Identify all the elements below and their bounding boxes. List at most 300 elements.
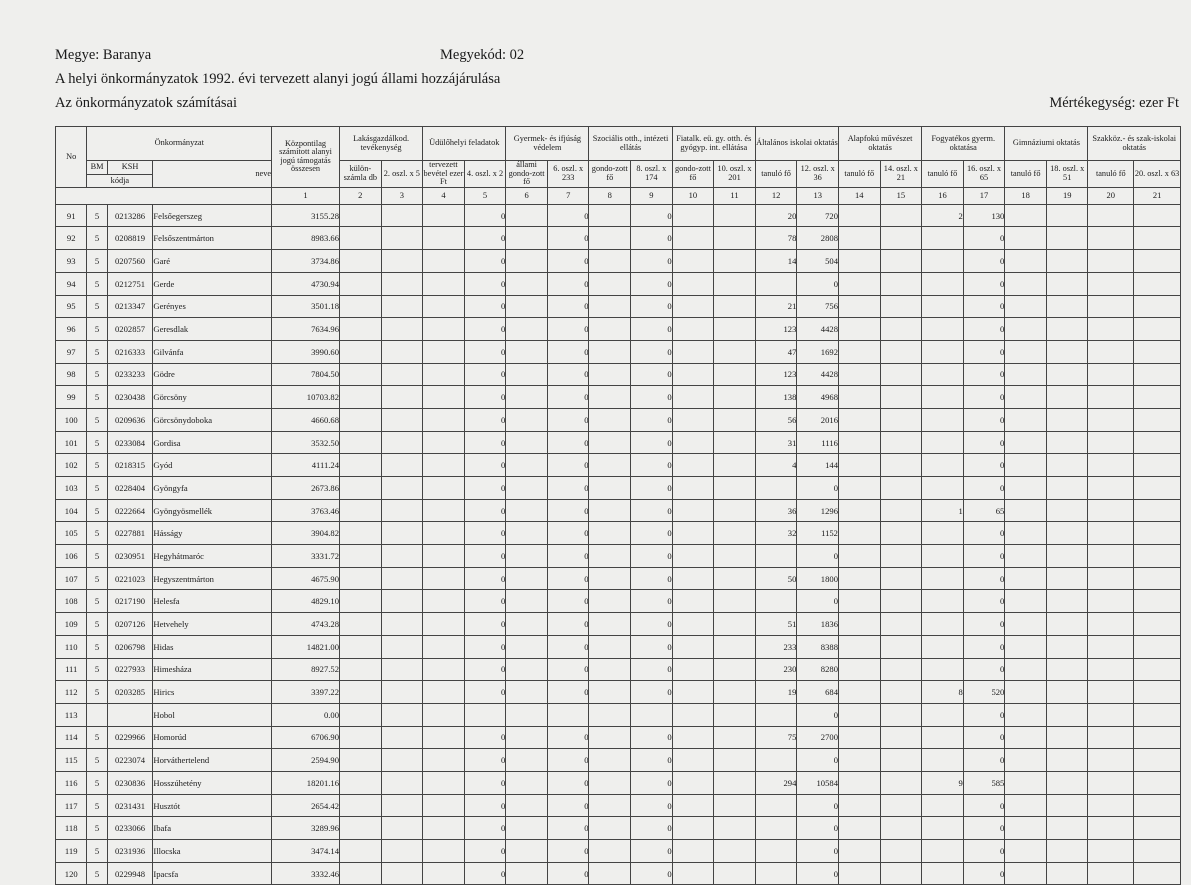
cell-empty	[340, 567, 382, 590]
cell-empty	[506, 703, 548, 726]
cell-name: Görcsöny	[153, 386, 272, 409]
cell-empty	[1046, 522, 1088, 545]
subcol-header-5: 4. oszl. x 2	[464, 161, 506, 188]
cell-c7: 0	[547, 522, 589, 545]
cell-c7: 0	[547, 499, 589, 522]
cell-c16	[922, 613, 964, 636]
cell-empty	[880, 454, 922, 477]
cell-empty	[1005, 567, 1047, 590]
cell-c16: 9	[922, 771, 964, 794]
cell-empty	[1005, 703, 1047, 726]
cell-empty	[506, 386, 548, 409]
cell-empty	[1088, 862, 1134, 885]
cell-empty	[672, 545, 714, 568]
cell-empty	[714, 408, 756, 431]
cell-c12	[755, 703, 797, 726]
cell-empty	[1046, 545, 1088, 568]
cell-empty	[1005, 635, 1047, 658]
cell-empty	[381, 862, 423, 885]
cell-empty	[381, 272, 423, 295]
cell-empty	[423, 227, 465, 250]
cell-empty	[672, 862, 714, 885]
cell-empty	[672, 477, 714, 500]
document-subtitle: Az önkormányzatok számításai	[55, 95, 237, 111]
cell-ksh: 0217190	[107, 590, 153, 613]
cell-empty	[880, 204, 922, 227]
cell-empty	[1088, 318, 1134, 341]
cell-empty	[672, 635, 714, 658]
table-row	[56, 204, 1181, 227]
cell-empty	[1005, 454, 1047, 477]
cell-c16	[922, 862, 964, 885]
cell-c16	[922, 658, 964, 681]
cell-c9: 0	[631, 840, 673, 863]
cell-c12: 31	[755, 431, 797, 454]
cell-c13: 0	[797, 545, 839, 568]
cell-empty	[589, 703, 631, 726]
cell-empty	[714, 318, 756, 341]
cell-bm: 5	[87, 590, 107, 613]
cell-empty	[1046, 862, 1088, 885]
cell-no: 103	[56, 477, 87, 500]
cell-empty	[1134, 499, 1181, 522]
cell-empty	[423, 681, 465, 704]
cell-empty	[423, 431, 465, 454]
cell-empty	[506, 431, 548, 454]
cell-empty	[340, 204, 382, 227]
cell-c13: 0	[797, 817, 839, 840]
cell-c16	[922, 295, 964, 318]
cell-bm: 5	[87, 431, 107, 454]
cell-empty	[1134, 250, 1181, 273]
cell-bm: 5	[87, 567, 107, 590]
cell-c13: 1836	[797, 613, 839, 636]
cell-empty	[506, 250, 548, 273]
group-header-altalanos: Általános iskolai oktatás	[755, 127, 838, 161]
cell-ksh: 0227933	[107, 658, 153, 681]
cell-c9: 0	[631, 681, 673, 704]
cell-empty	[589, 794, 631, 817]
cell-c1: 3501.18	[272, 295, 340, 318]
cell-empty	[1088, 771, 1134, 794]
subcol-header-6: állami gondo-zott fő	[506, 161, 548, 188]
table-row	[56, 703, 1181, 726]
cell-empty	[1134, 726, 1181, 749]
cell-empty	[589, 658, 631, 681]
table-row	[56, 567, 1181, 590]
cell-c16	[922, 386, 964, 409]
cell-bm: 5	[87, 204, 107, 227]
cell-c13: 0	[797, 794, 839, 817]
cell-empty	[838, 522, 880, 545]
cell-c1: 2594.90	[272, 749, 340, 772]
cell-c17: 0	[963, 749, 1005, 772]
cell-empty	[381, 499, 423, 522]
cell-ksh: 0229948	[107, 862, 153, 885]
cell-empty	[714, 227, 756, 250]
cell-c9: 0	[631, 499, 673, 522]
cell-empty	[838, 408, 880, 431]
cell-ksh: 0218315	[107, 454, 153, 477]
cell-no: 112	[56, 681, 87, 704]
cell-empty	[1088, 613, 1134, 636]
cell-name: Görcsönydoboka	[153, 408, 272, 431]
cell-empty	[838, 703, 880, 726]
cell-c9: 0	[631, 862, 673, 885]
cell-empty	[1134, 522, 1181, 545]
cell-empty	[880, 817, 922, 840]
cell-ksh: 0213286	[107, 204, 153, 227]
cell-empty	[1134, 567, 1181, 590]
cell-empty	[423, 567, 465, 590]
cell-empty	[714, 794, 756, 817]
cell-name: Hobol	[153, 703, 272, 726]
cell-empty	[880, 318, 922, 341]
cell-empty	[1088, 340, 1134, 363]
cell-empty	[1005, 613, 1047, 636]
cell-empty	[1134, 227, 1181, 250]
cell-empty	[1134, 840, 1181, 863]
cell-c9: 0	[631, 386, 673, 409]
cell-no: 91	[56, 204, 87, 227]
cell-empty	[1134, 794, 1181, 817]
cell-c9: 0	[631, 567, 673, 590]
cell-empty	[714, 681, 756, 704]
cell-c12	[755, 749, 797, 772]
cell-empty	[714, 703, 756, 726]
group-header-alapfoku: Alapfokú művészet oktatás	[838, 127, 921, 161]
cell-empty	[506, 227, 548, 250]
cell-empty	[506, 204, 548, 227]
cell-c1: 7634.96	[272, 318, 340, 341]
cell-empty	[714, 295, 756, 318]
cell-empty	[1005, 522, 1047, 545]
cell-empty	[423, 749, 465, 772]
col-header-neve: neve	[153, 161, 272, 188]
cell-c5: 0	[464, 749, 506, 772]
cell-empty	[1005, 318, 1047, 341]
cell-empty	[381, 567, 423, 590]
subcol-header-17: 16. oszl. x 65	[963, 161, 1005, 188]
cell-c7: 0	[547, 431, 589, 454]
cell-empty	[838, 363, 880, 386]
cell-c7: 0	[547, 590, 589, 613]
cell-c5: 0	[464, 272, 506, 295]
cell-c12: 50	[755, 567, 797, 590]
cell-c5	[464, 703, 506, 726]
unit-label: Mértékegység: ezer Ft	[1049, 95, 1179, 111]
cell-no: 99	[56, 386, 87, 409]
table-row	[56, 363, 1181, 386]
cell-empty	[1088, 703, 1134, 726]
cell-c5: 0	[464, 318, 506, 341]
cell-empty	[672, 567, 714, 590]
cell-ksh: 0203285	[107, 681, 153, 704]
cell-empty	[714, 499, 756, 522]
cell-empty	[672, 227, 714, 250]
cell-empty	[1046, 817, 1088, 840]
cell-empty	[1088, 295, 1134, 318]
cell-bm: 5	[87, 272, 107, 295]
cell-empty	[506, 522, 548, 545]
cell-empty	[381, 635, 423, 658]
cell-name: Felsőegerszeg	[153, 204, 272, 227]
cell-empty	[1088, 749, 1134, 772]
cell-empty	[1005, 681, 1047, 704]
cell-empty	[340, 363, 382, 386]
cell-bm: 5	[87, 227, 107, 250]
cell-empty	[880, 545, 922, 568]
cell-c9: 0	[631, 545, 673, 568]
cell-c12	[755, 545, 797, 568]
table-row	[56, 749, 1181, 772]
cell-c16	[922, 794, 964, 817]
cell-c1: 3990.60	[272, 340, 340, 363]
cell-c17: 0	[963, 658, 1005, 681]
cell-c16	[922, 817, 964, 840]
subcol-header-2: külön-számla db	[340, 161, 382, 188]
cell-c13: 0	[797, 272, 839, 295]
cell-c13: 0	[797, 862, 839, 885]
cell-c13: 8388	[797, 635, 839, 658]
cell-empty	[714, 545, 756, 568]
cell-empty	[506, 363, 548, 386]
cell-empty	[381, 363, 423, 386]
cell-c16	[922, 635, 964, 658]
cell-c13: 1296	[797, 499, 839, 522]
cell-empty	[340, 545, 382, 568]
cell-c13: 0	[797, 840, 839, 863]
cell-empty	[1046, 499, 1088, 522]
cell-empty	[1134, 295, 1181, 318]
cell-name: Gilvánfa	[153, 340, 272, 363]
cell-c17: 0	[963, 635, 1005, 658]
cell-no: 117	[56, 794, 87, 817]
cell-empty	[1005, 499, 1047, 522]
cell-empty	[506, 590, 548, 613]
cell-empty	[1134, 386, 1181, 409]
group-header-lakas: Lakásgazdálkod. tevékenység	[340, 127, 423, 161]
subcol-header-14: tanuló fő	[838, 161, 880, 188]
cell-empty	[506, 749, 548, 772]
group-header-gimnaziumi: Gimnáziumi oktatás	[1005, 127, 1088, 161]
cell-c1: 8983.66	[272, 227, 340, 250]
cell-empty	[1134, 408, 1181, 431]
cell-c7: 0	[547, 408, 589, 431]
cell-c5: 0	[464, 227, 506, 250]
subcol-header-20: tanuló fő	[1088, 161, 1134, 188]
cell-empty	[838, 250, 880, 273]
cell-c16	[922, 431, 964, 454]
cell-empty	[880, 363, 922, 386]
cell-c5: 0	[464, 567, 506, 590]
cell-empty	[1088, 726, 1134, 749]
cell-empty	[880, 386, 922, 409]
cell-empty	[1046, 408, 1088, 431]
cell-c17: 0	[963, 227, 1005, 250]
cell-empty	[1046, 477, 1088, 500]
cell-c1: 0.00	[272, 703, 340, 726]
cell-no: 116	[56, 771, 87, 794]
cell-no: 105	[56, 522, 87, 545]
cell-empty	[1005, 363, 1047, 386]
cell-empty	[714, 454, 756, 477]
cell-empty	[1046, 431, 1088, 454]
cell-c16	[922, 454, 964, 477]
cell-c7: 0	[547, 204, 589, 227]
table-row	[56, 272, 1181, 295]
cell-empty	[381, 658, 423, 681]
cell-empty	[1005, 862, 1047, 885]
cell-empty	[381, 431, 423, 454]
cell-empty	[423, 318, 465, 341]
cell-no: 96	[56, 318, 87, 341]
cell-c5: 0	[464, 840, 506, 863]
cell-empty	[1046, 204, 1088, 227]
cell-empty	[880, 794, 922, 817]
cell-empty	[714, 386, 756, 409]
cell-c12	[755, 840, 797, 863]
cell-c13: 4428	[797, 318, 839, 341]
cell-empty	[880, 340, 922, 363]
cell-no: 98	[56, 363, 87, 386]
cell-c7: 0	[547, 454, 589, 477]
cell-name: Garé	[153, 250, 272, 273]
cell-empty	[340, 454, 382, 477]
cell-empty	[381, 227, 423, 250]
cell-no: 111	[56, 658, 87, 681]
cell-ksh: 0230836	[107, 771, 153, 794]
cell-empty	[423, 340, 465, 363]
cell-c9: 0	[631, 227, 673, 250]
cell-no: 104	[56, 499, 87, 522]
cell-c7: 0	[547, 794, 589, 817]
table-row	[56, 862, 1181, 885]
cell-empty	[1046, 318, 1088, 341]
cell-c16	[922, 522, 964, 545]
cell-empty	[381, 318, 423, 341]
cell-empty	[423, 408, 465, 431]
cell-empty	[340, 681, 382, 704]
cell-c13: 0	[797, 749, 839, 772]
cell-c13: 1152	[797, 522, 839, 545]
cell-c13: 1692	[797, 340, 839, 363]
contribution-table	[55, 126, 1181, 885]
cell-c7: 0	[547, 862, 589, 885]
cell-c5: 0	[464, 658, 506, 681]
cell-c16	[922, 840, 964, 863]
cell-c16: 1	[922, 499, 964, 522]
cell-name: Geresdlak	[153, 318, 272, 341]
cell-empty	[381, 545, 423, 568]
cell-c17: 0	[963, 567, 1005, 590]
cell-empty	[714, 862, 756, 885]
cell-empty	[672, 613, 714, 636]
cell-empty	[1088, 408, 1134, 431]
cell-c5: 0	[464, 726, 506, 749]
cell-c12: 230	[755, 658, 797, 681]
cell-empty	[880, 726, 922, 749]
cell-empty	[506, 567, 548, 590]
cell-c1: 2654.42	[272, 794, 340, 817]
group-header-gyermek: Gyermek- és ifjúság védelem	[506, 127, 589, 161]
colnum-16: 16	[922, 187, 964, 204]
cell-c7: 0	[547, 340, 589, 363]
table-row	[56, 340, 1181, 363]
cell-c13: 720	[797, 204, 839, 227]
cell-empty	[589, 590, 631, 613]
cell-empty	[1046, 454, 1088, 477]
cell-c12: 294	[755, 771, 797, 794]
cell-empty	[381, 840, 423, 863]
cell-empty	[423, 295, 465, 318]
cell-c9: 0	[631, 454, 673, 477]
cell-empty	[714, 567, 756, 590]
cell-name: Felsőszentmárton	[153, 227, 272, 250]
cell-empty	[672, 590, 714, 613]
cell-bm: 5	[87, 250, 107, 273]
cell-empty	[1088, 794, 1134, 817]
cell-empty	[1046, 363, 1088, 386]
cell-empty	[423, 840, 465, 863]
col-header-kodja: kódja	[87, 174, 153, 187]
cell-bm: 5	[87, 408, 107, 431]
cell-name: Homorúd	[153, 726, 272, 749]
cell-empty	[838, 272, 880, 295]
cell-c12	[755, 817, 797, 840]
cell-bm: 5	[87, 477, 107, 500]
cell-c7: 0	[547, 681, 589, 704]
cell-empty	[423, 726, 465, 749]
cell-c7: 0	[547, 477, 589, 500]
cell-empty	[1088, 658, 1134, 681]
cell-empty	[340, 477, 382, 500]
cell-empty	[880, 590, 922, 613]
cell-c12: 233	[755, 635, 797, 658]
colnum-8: 8	[589, 187, 631, 204]
cell-c7: 0	[547, 318, 589, 341]
cell-empty	[506, 658, 548, 681]
cell-empty	[1088, 431, 1134, 454]
cell-empty	[1088, 204, 1134, 227]
cell-c16	[922, 250, 964, 273]
cell-empty	[340, 590, 382, 613]
cell-name: Husztót	[153, 794, 272, 817]
table-row	[56, 431, 1181, 454]
cell-c17: 0	[963, 840, 1005, 863]
colnum-1: 1	[272, 187, 340, 204]
cell-c1: 3532.50	[272, 431, 340, 454]
cell-empty	[1005, 204, 1047, 227]
subcol-header-21: 20. oszl. x 63	[1134, 161, 1181, 188]
cell-empty	[1005, 771, 1047, 794]
cell-c9: 0	[631, 749, 673, 772]
cell-empty	[1088, 522, 1134, 545]
cell-empty	[880, 658, 922, 681]
cell-c1: 3289.96	[272, 817, 340, 840]
cell-bm	[87, 703, 107, 726]
cell-empty	[589, 817, 631, 840]
cell-empty	[838, 545, 880, 568]
table-row	[56, 840, 1181, 863]
cell-ksh: 0230438	[107, 386, 153, 409]
cell-empty	[381, 386, 423, 409]
cell-empty	[423, 386, 465, 409]
cell-empty	[838, 794, 880, 817]
cell-empty	[1005, 340, 1047, 363]
cell-c17: 0	[963, 862, 1005, 885]
table-row	[56, 590, 1181, 613]
